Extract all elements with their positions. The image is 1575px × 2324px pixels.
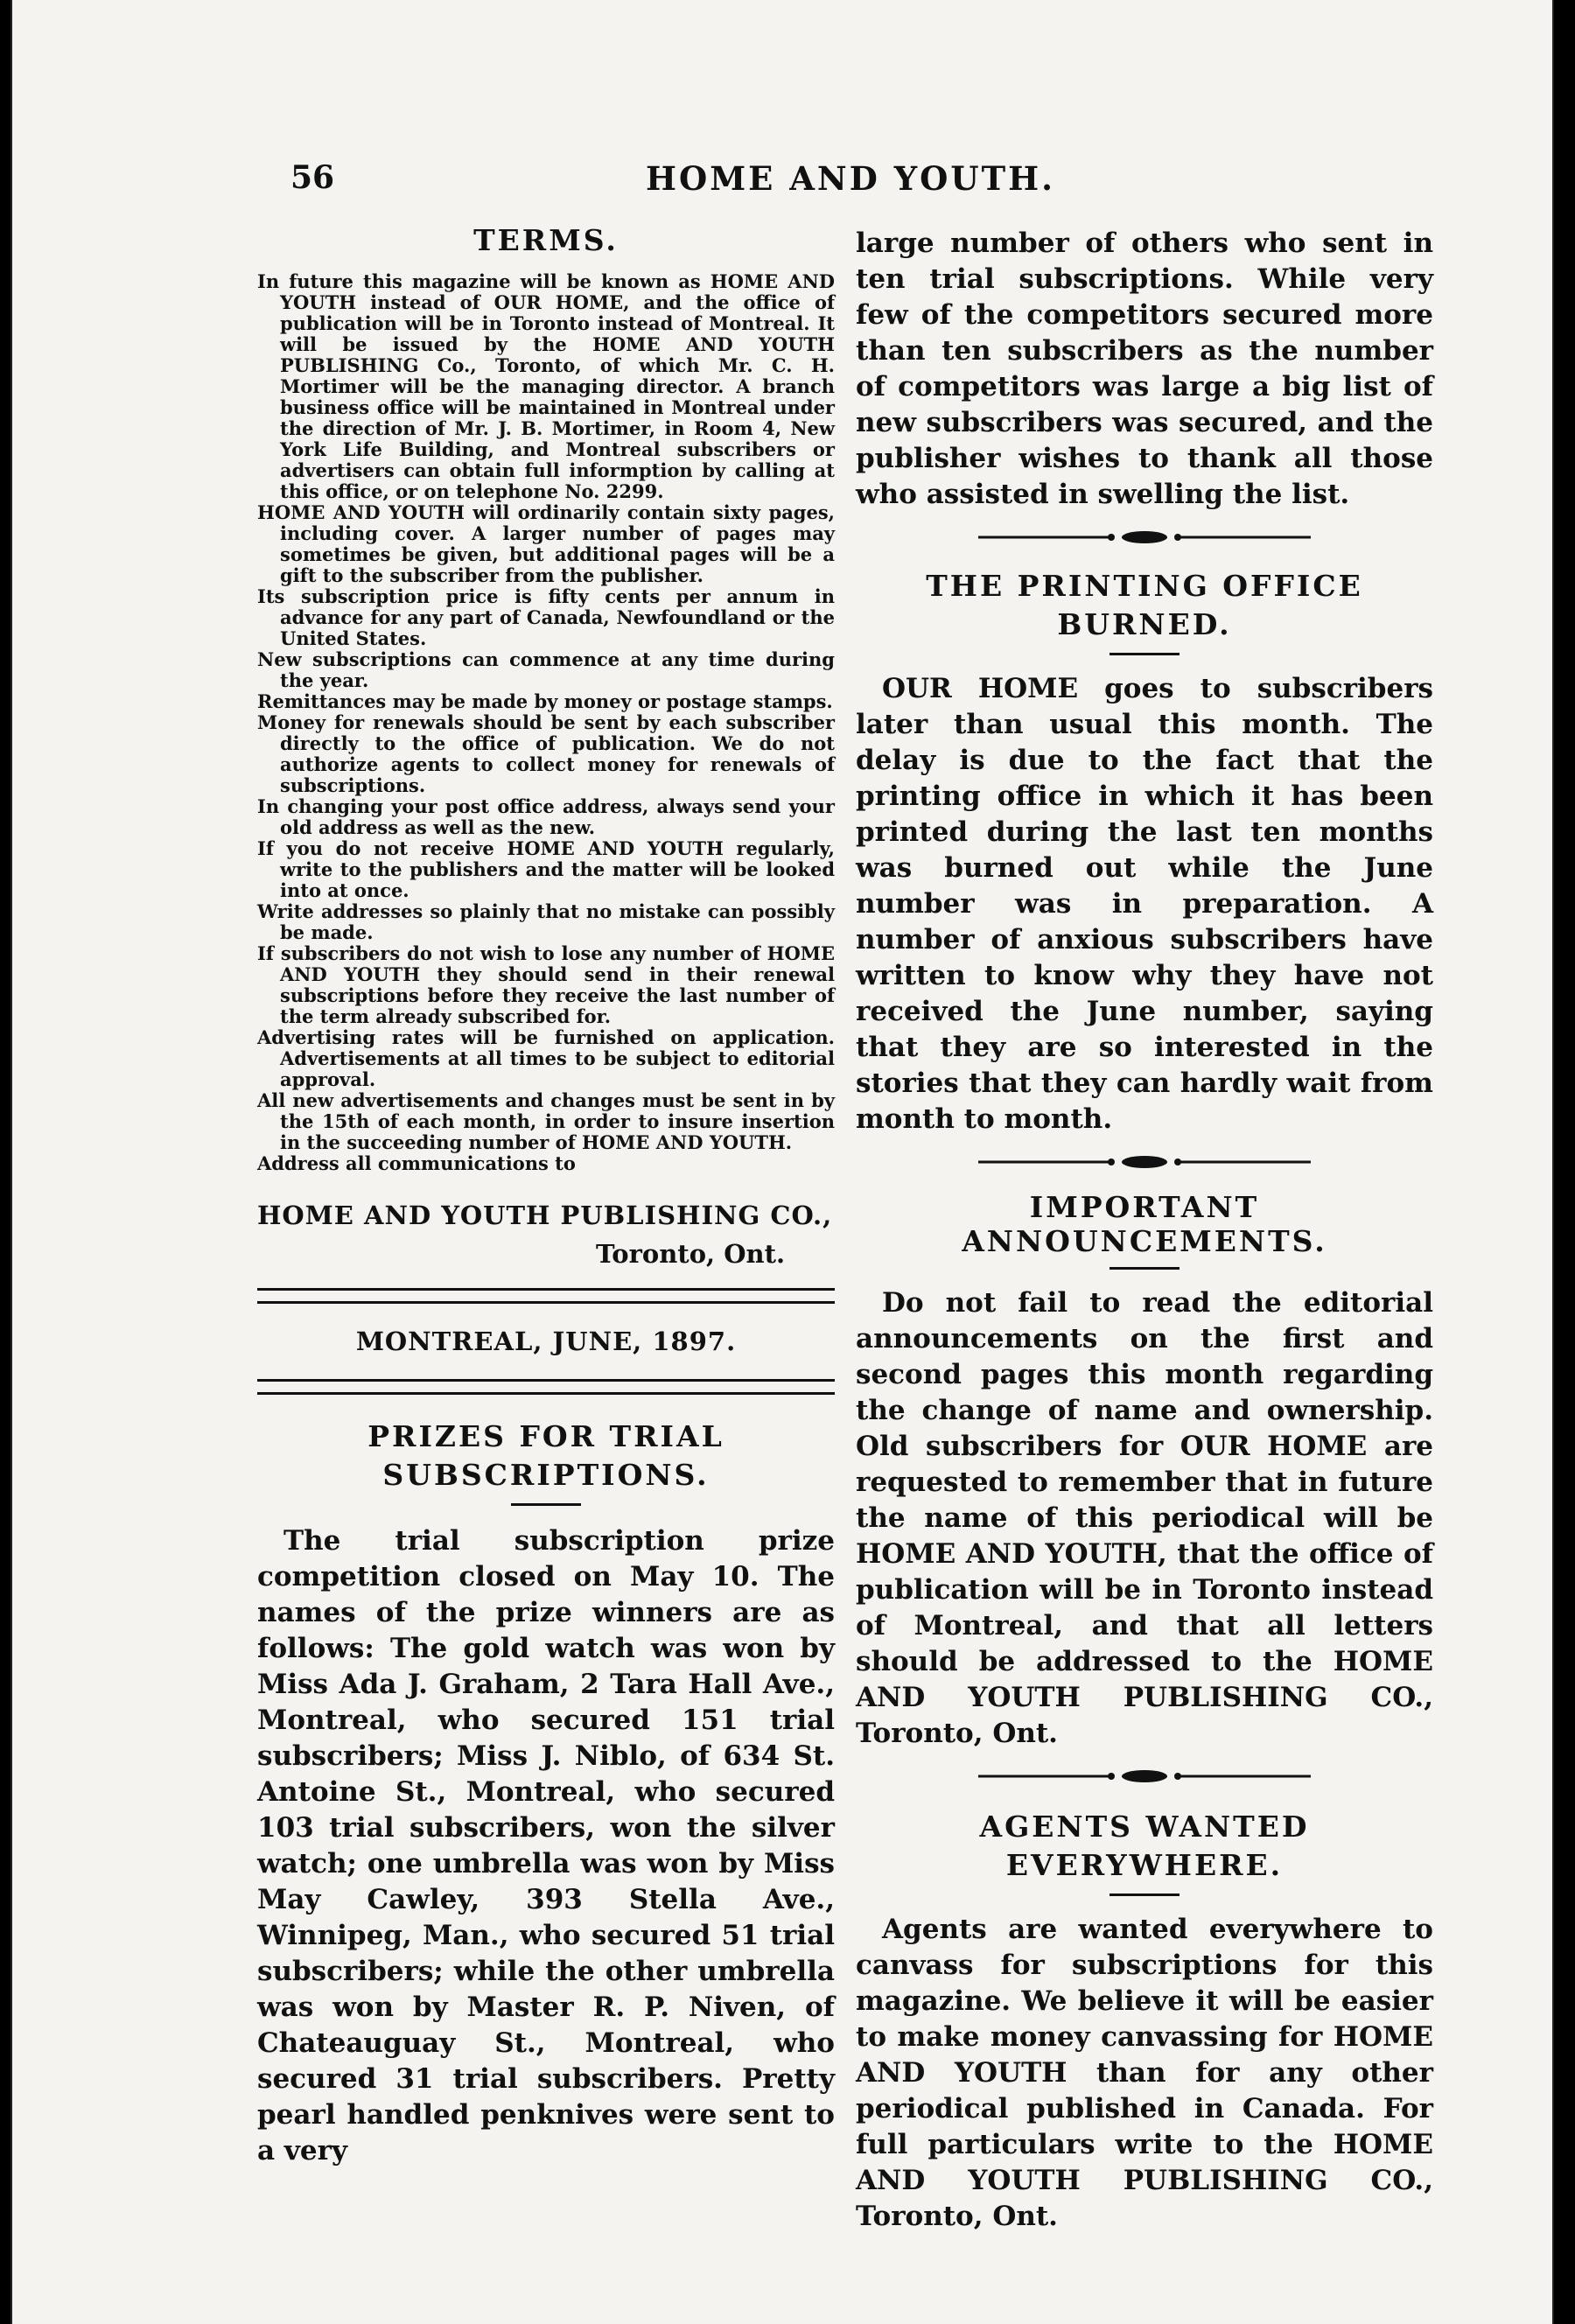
heading-rule xyxy=(511,1503,581,1506)
right-column xyxy=(856,226,1433,2235)
double-rule-top xyxy=(257,1288,835,1304)
terms-item: Advertising rates will be furnished on application. Advertisements at all times to be subject to editorial approval. xyxy=(257,1026,835,1090)
magazine-page xyxy=(10,0,1554,2324)
terms-item: Remittances may be made by money or postage stamps. xyxy=(257,690,833,712)
terms-heading: TERMS. xyxy=(473,223,619,257)
announcements-text: Do not fail to read the editorial announcements on the first and second pages this month regarding the change of name and ownership. Old subscribers for OUR HOME are requested to remember that in future the name of this periodical will be HOME AND YOUTH, that the office of publication will be in Toronto instead of Montreal, and that all letters should be addressed to the HOME AND YOUTH PUBLISHING CO., Toronto, Ont. xyxy=(856,1287,1433,1749)
agents-heading: AGENTS WANTED EVERYWHERE. xyxy=(979,1810,1310,1882)
terms-item: Address all communications to xyxy=(257,1152,576,1174)
terms-item: Money for renewals should be sent by each subscriber directly to the office of publication. We do not authorize agents to collect money for renewals of subscriptions. xyxy=(257,711,835,796)
printing-office-lead: OUR HOME xyxy=(882,673,1079,704)
prizes-text: The trial subscription prize competition closed on May 10. The names of the prize winners are as follows: The gold watch was won by Miss Ada J. Graham, 2 Tara Hall Ave., Montreal, who secured 151 trial subscribers; Miss J. Niblo, of 634 St. Antoine St., Montreal, who secured 103 trial subscribers, won the silver watch; one umbrella was won by Miss May Cawley, 393 Stella Ave., Winnipeg, Man., who secured 51 trial subscribers; while the other umbrella was won by Master R. P. Niven, of Chateauguay St., Montreal, who secured 31 trial subscribers. Pretty pearl handled penknives were sent to a very xyxy=(257,1525,835,2166)
printing-office-text xyxy=(856,671,1433,1138)
ornament-divider xyxy=(978,1768,1311,1785)
printing-office-body: goes to subscribers later than usual this month. The delay is due to the fact that the printing office in which it has been printed during the last ten months was burned out while the June number was in preparation. A number of anxious subscribers have written to know why they have not received the June number, saying that they are so interested in the stories that they can hardly wait from month to month. xyxy=(856,673,1433,1135)
prizes-continued-text: large number of others who sent in ten trial subscriptions. While very few of the competitors secured more than ten subscribers as the number of competitors was large a big list of new subscribers was secured, and the publisher wishes to thank all those who assisted in swelling the list. xyxy=(856,228,1433,510)
ornament-divider xyxy=(978,528,1311,546)
terms-item: All new advertisements and changes must be sent in by the 15th of each month, in order to insure insertion in the succeeding number of HOME AND YOUTH. xyxy=(257,1089,835,1153)
terms-item: HOME AND YOUTH will ordinarily contain sixty pages, including cover. A larger number of pages may sometimes be given, but additional pages will be a gift to the subscriber from the publisher. xyxy=(257,501,835,586)
prizes-heading: PRIZES FOR TRIAL SUBSCRIPTIONS. xyxy=(368,1419,724,1492)
heading-rule xyxy=(1110,653,1180,655)
publisher-city: Toronto, Ont. xyxy=(596,1239,786,1269)
heading-rule xyxy=(1110,1894,1180,1896)
page-number: 56 xyxy=(290,159,335,196)
ornament-divider xyxy=(978,1153,1311,1171)
announcements-heading: IMPORTANT ANNOUNCEMENTS. xyxy=(962,1190,1327,1258)
terms-item: Its subscription price is fifty cents per annum in advance for any part of Canada, Newfoundland or the United States. xyxy=(257,585,835,649)
agents-text: Agents are wanted everywhere to canvass for subscriptions for this magazine. We believe it will be easier to make money canvassing for HOME AND YOUTH than for any other periodical published in Canada. For full particulars write to the HOME AND YOUTH PUBLISHING CO., Toronto, Ont. xyxy=(856,1914,1433,2232)
terms-item: New subscriptions can commence at any time during the year. xyxy=(257,648,835,691)
terms-item: If subscribers do not wish to lose any number of HOME AND YOUTH they should send in their renewal subscriptions before they receive the last number of the term already subscribed for. xyxy=(257,942,835,1027)
printing-office-heading: THE PRINTING OFFICE BURNED. xyxy=(926,569,1363,641)
terms-list xyxy=(257,271,835,1174)
terms-item: If you do not receive HOME AND YOUTH regularly, write to the publishers and the matter will be looked into at once. xyxy=(257,837,835,901)
terms-item: Write addresses so plainly that no mistake can possibly be made. xyxy=(257,900,835,943)
heading-rule xyxy=(1110,1267,1180,1270)
terms-item: In changing your post office address, always send your old address as well as the new. xyxy=(257,795,835,838)
dateline: MONTREAL, JUNE, 1897. xyxy=(355,1326,737,1356)
running-title: HOME AND YOUTH. xyxy=(646,159,1056,198)
publisher-name: HOME AND YOUTH PUBLISHING CO., xyxy=(257,1200,833,1230)
double-rule-bottom xyxy=(257,1379,835,1395)
left-column xyxy=(257,223,835,2169)
terms-item: In future this magazine will be known as HOME AND YOUTH instead of OUR HOME, and the office of publication will be in Toronto instead of Montreal. It will be issued by the HOME AND YOUTH PUBLISHING Co., Toronto, of which Mr. C. H. Mortimer will be the managing director. A branch business office will be maintained in Montreal under the direction of Mr. J. B. Mortimer, in Room 4, New York Life Building, and Montreal subscribers or advertisers can obtain full informption by calling at this office, or on telephone No. 2299. xyxy=(257,270,835,502)
